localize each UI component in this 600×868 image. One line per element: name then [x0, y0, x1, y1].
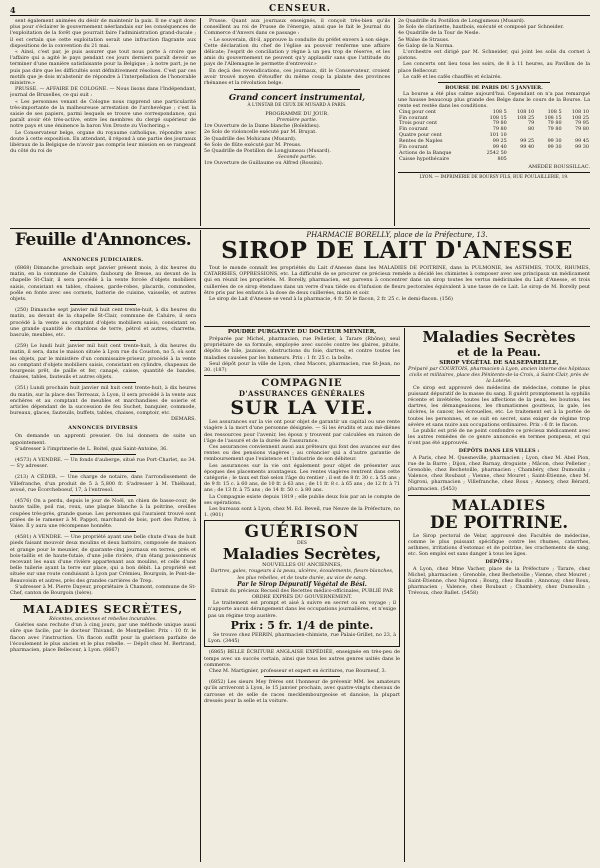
bourse-label: Fin courant	[399, 114, 428, 121]
section-rule	[398, 172, 590, 173]
bourse-label: Actions de la Banque	[399, 149, 452, 156]
column-divider	[394, 18, 395, 226]
item-rule	[70, 382, 136, 383]
maladies-small-sub: Récentes, anciennes et rebelles incurables.	[49, 616, 157, 623]
poitrine-text: Le Sirop pectoral de Velar, approuvé des Facultés de médecine, comme le plus puissant spécifique contre les rhumes, catarrhes, asthmes, irritations d'estomac et de poitrine, les crachements de sang, etc. Son emploi est sans danger à tous les âges.	[408, 532, 590, 558]
column-divider	[404, 328, 405, 862]
article-paragraph: En deçà des revendications, ces journaux, dit le Conservateur, croient avoir trouvé moyen d'étouffer du même coup la plainte des provinces rhénanes et la révolution belge.	[204, 67, 390, 87]
bourse-value: 80	[527, 126, 535, 133]
bourse-value	[535, 157, 562, 163]
bourse-label: Cinq pour cent	[399, 108, 437, 115]
annonce-item: (6868) Dimanche prochain sept janvier présent mois, à dix heures du matin, en la commune de Caluire, faubourg de Bresse, au devant de la chapelle St-Clair, il sera procédé à la vente forcée d'objets mobiliers saisis, consistant en tables, chaises, garde-robes, placards, commodes, poêle en fonte avec ses cornets, batterie de cuisine, vaisselle, et autres objets.	[10, 265, 196, 303]
concert-item: 1re Ouverture de la Dame blanche (Boïeldieu).	[204, 123, 321, 130]
top-column-3	[398, 18, 590, 226]
annonces-right-column	[408, 329, 590, 862]
article-paragraph: PRUSSE. — AFFAIRE DE COLOGNE. — Nous lisons dans l'Indépendant, journal de Bruxelles, ce qui suit :	[10, 86, 196, 99]
guerison-box	[204, 520, 400, 647]
article-paragraph: « Les personnes venant de Cologne nous rapprend une particularité très-importante de la malheureuse arrestation de l'archevêque ; c'est la saisie de ses papiers, parmi lesquels se trouve une correspondance, qui paraît avoir été très-active, entre les membres du clergé supérieur de notre pays et une éminence la baron Von Droste zu Vischering.»	[10, 98, 196, 130]
bourse-value: 79 80	[574, 126, 589, 133]
bourse-value: 79	[527, 120, 535, 127]
compagnie-text: Ces assurances conviennent aussi aux prêteurs qui font des avances sur des rentes ou des pensions viagères ; au créancier qui a d'autre garantie de remboursement que l'existence et l'industrie de son débiteur.	[204, 444, 400, 463]
bourse-intro: La bourse a été plus calme aujourd'hui. Cependant on n'a pas remarqué une hausse beaucoup plus grande des Belge dans le cours de la Bourse. La rente est restée dans les conditions.	[398, 91, 590, 110]
compagnie-text: Les assurances sur la vie ont pour objet de garantir un capital ou une rente viagère à la mort d'une personne désignée. — Si les érudits et aux mé-diénes des ressources pour l'avenir, les époux y trouvent par calculées en raison de l'âge de l'assuré et de la durée de l'assurance.	[204, 419, 400, 444]
right-maladies-text: Ce sirop est approuvé des médecins de médecine, comme le plus puissant dépuratif de la masse du sang. Il guérit promptement la syphilis récente et invétérée, toutes les affections de la peau, les boutons, les dartres, les démangeaisons, les rhumatismes goutteux, la gale, les ulcères, le cancer, les écrouelles, etc. Le traitement est à la portée de toutes les personnes, et se suit en secret, sans exiger de régime trop sévère et sans nuire aux occupations ordinaires. Prix : 6 fr. le flacon.	[408, 384, 590, 428]
item-rule	[70, 454, 136, 455]
bourse-title: BOURSE DE PARIS DU 5 JANVIER.	[445, 85, 543, 92]
concert-item: 4e Quadrille de la Tour de Nesle.	[398, 30, 481, 37]
bourse-value: 108 10	[571, 108, 589, 115]
poudre-text: Seul dépôt pour la ville de Lyon, chez Macors, pharmacien, rue St-Jean, no 30. (187)	[204, 360, 400, 374]
section-rule	[204, 326, 590, 327]
diverses-heading: ANNONCES DIVERSES	[68, 425, 138, 432]
annonce-item: (351) Lundi prochain huit janvier mil huit cent trente-huit, à dix heures du matin, sur la place des Terreaux, à Lyon, il sera procédé à la vente aux enchères et au comptant de meubles et marchandises de soierie et articles dépendant de la succession de feu Suchet, banquier, commode, bureaux, glaces, fauteuils, buffets, tables, chaises, comptoir, etc.	[10, 385, 196, 417]
bourse-signature: AMÉDÉE ROUSSILLAC.	[528, 163, 590, 170]
poitrine-depots-text: A Lyon, chez Mme Vacher, place de la Préfecture ; Tarare, chez Michel, pharmacien ; Grenoble, chez Bechetoille ; Vienne, chez Mouret ; Saint-Étienne, chez Nigroni ; Bourg, chez Baudin ; Annonay, chez Roux, pharmacien ; Valence, chez Roubaut ; Chambéry, chez Dumoulin ; Trévoux, chez Ballet. (5458)	[408, 565, 590, 597]
concert-subtitle: À L'INSTAR DE CEUX DE MUSARD À PARIS.	[247, 103, 347, 109]
compagnie-sub: D'ASSURANCES GÉNÉRALES	[238, 389, 366, 399]
bourse-value: 108 25	[571, 114, 589, 121]
bourse-value: 2542 50	[486, 149, 507, 156]
compagnie-text: Les bureaux sont à Lyon, chez M. Ed. Beveil, rue Neuve de la Préfecture, no 1. (901)	[204, 506, 400, 519]
annonces-middle-column	[204, 329, 400, 862]
masthead-rule	[10, 15, 590, 16]
concert-program-label: PROGRAMME DU JOUR.	[265, 111, 329, 118]
bourse-value: 108 15	[489, 114, 507, 121]
bourse-value: 108 5	[547, 108, 562, 115]
bourse-value: 99 45	[574, 138, 589, 145]
poitrine-depots-heading: DÉPÔTS :	[485, 558, 513, 565]
compagnie-text: Les assurances sur la vie ont également pour objet de présenter aux époques des placements avantageux. Les rentes viagères rentrent dans cette catégorie ; le taux est fixé selon l'âge du rentier ; il est de 8 fr. 30 c. à 55 ans ; de 9 fr. 15 c. à 60 ans, de 10 fr. à 63 ans ; de 11 fr. 8 c. à 65 ans ; de 12 fr. à 71 ans ; de 13 fr. à 75 ans ; de 14 fr. 50 c. à 80 ans.	[204, 462, 400, 494]
article-paragraph: sent également animées du désir de maintenir la paix. Il ne s'agit donc plus pour s'éclairer le gouvernement néerlandais sur les conséquences de l'exploitation de la forêt que pourrait faire l'administration grand-ducale ; il est certain que cette exploitation serait une infraction flagrante aux dispositions de la convention du 21 mai.	[10, 18, 196, 49]
annonce-item: (4581) A VENDRE. — Une propriété ayant une belle chute d'eau de huit pieds faisant mouvoir deux moulins et deux battoirs, composée de maison et grange pour le meunier, de quarante-cinq journaux en terres, prés et bois-taillis et de haute-futaie, d'une jolie rivière, d'un étang poissonneux recevant les eaux d'une rivière appartenant aux moulins, et celle d'une belle tuilerie ayant la terre sur place, qui a bon débit. La propriété est située sur une route conduisant à Lyon par Crémieu, Bourgoin, le Pont-de-Beauvoisin et autres, près des grandes carrières de Trep.	[10, 534, 196, 584]
item-rule	[70, 304, 136, 305]
right-depots-heading: DÉPÔTS DANS LES VILLES :	[458, 447, 540, 454]
masthead-bar	[10, 4, 590, 15]
article-paragraph: Prusse. Quant aux journaux enseignés, il conçoit très-bien qu'ils conseillent au roi de Prusse de l'énergie, ainsi que le fait le Journal du Commerce d'Anvers dans ce passage :	[204, 18, 390, 37]
annonce-item: (6852) Les sieurs Mey frères ont l'honneur de prévenir MM. les amateurs qu'ils arriveront à Lyon, le 15 janvier prochain, avec quatre-vingts chevaux de carrosse et de selle de races mecklembourgeoise et danoise, la plupart dressés pour la selle et la voiture.	[204, 679, 400, 704]
page-number: 4	[10, 5, 16, 15]
bourse-value	[563, 157, 590, 163]
bourse-value: 805	[497, 155, 507, 162]
concert-item: 2e Quadrille du Postillon de Longjumeau (Musard).	[398, 18, 526, 24]
article-paragraph: « Le souverain, dit-il, approuve la conduite du préfet envers à son siège. Cette déclaration du chef de l'église au pouvoir renferme une affaire délicate; l'esprit de conciliation y règne à un peu trop de réserve, et les amis du gouvernement ne peuvent qu'y applaudir sans que l'attitude du pays de l'Allemagne le permette d'entrevoir.»	[204, 36, 390, 68]
bourse-label: Quatre pour cent	[399, 132, 442, 139]
guerison-title: GUÉRISON	[244, 522, 360, 543]
concert-note: Les concerts ont lieu tous les soirs, de 8 à 11 heures, au Pavillon de la place Bellecour.	[398, 61, 590, 74]
compagnie-title: COMPAGNIE	[261, 378, 343, 390]
guerison-depot: Par le Sirop Dépuratif Végétal de Bési.	[237, 580, 367, 588]
concert-item: 5e Quadrille de Postillon de Longjumeau (Musard).	[204, 148, 331, 155]
column-divider	[200, 18, 201, 226]
sirop-title: SIROP DE LAIT D'ANESSE	[221, 237, 573, 264]
bourse-label: Rentes de Naples	[399, 138, 443, 145]
bourse-value: 79 80	[492, 120, 507, 127]
printer-line: LYON. — IMPRIMERIE DE BOURSY FILS, RUE POULAILLERIE, 19.	[419, 174, 569, 180]
annonce-item: (4576) On a perdu, depuis le jour de Noël, un chien de basse-cour, de haute taille, poil ras, roux, une plaque blanche à la poitrine, oreilles coupées très-près, grande queue. Les personnes qui l'auraient trouvé sont priées de le ramener à M. Pappot, marchand de bois, port des Pattes, à Vaise. Il y aura une récompense honnête.	[10, 498, 196, 529]
sirop-pharmacie: PHARMACIE BORELLY, place de la Préfecture, 13.	[306, 231, 488, 239]
top-column-2	[204, 18, 390, 226]
annonce-item: (213) A CÉDER. — Une charge de notaire, dans l'arrondissement de Villefranche, d'un produit de 5 à 5,800 fr. S'adresser à M. Thiébaud, avoué, rue Écorcheboeuf, 17, à l'entresol.	[10, 474, 196, 493]
bourse-value: 79 80	[492, 126, 507, 133]
guerison-text: Le traitement est prompt et aisé à suivre en secret ou en voyage ; il n'apporte aucun dérangement dans les occupations journalières, et n'exige pas un régime trop austère.	[208, 600, 396, 619]
guerison-des: DES	[297, 541, 307, 547]
concert-item: 2e Solo de violoncelle exécuté par M. Bruyat.	[204, 129, 317, 136]
annonce-item: (250) Dimanche sept janvier mil huit cent trente-huit, à dix heures du matin, au devant de la chapelle St-Clair, commune de Caluire, il sera procédé à la vente au comptant d'objets mobiliers saisis, consistant en une grande quantité de chardons de terre, pétrol et autres, charrette, bascule, meubles, etc.	[10, 307, 196, 339]
right-depots-text: A Paris, chez M. Quesneville, pharmacien ; Lyon, chez M. Abel Pion, rue de la Barre ; Dijon, chez Barnay, droguiste ; Mâcon, chez Pelletier ; Grenoble, chez Bechetoille, pharmacien ; Chambéry, chez Dumoulin ; Valence, chez Roubaut ; Vienne, chez Mouret ; Saint-Étienne, chez M. Nigroni, pharmacien ; Villefranche, chez Roux ; Annecy, chez Bérard, pharmacien. (5453)	[408, 454, 590, 492]
bourse-value: 108 15	[544, 114, 562, 121]
maladies-small-text: Guéries sans rechute d'un à cinq jours, par une méthode unique aussi sûre que facile, par le docteur Thivand, de Montpellier. Prix : 10 fr. le flacon avec l'instruction. Un flacon suffit pour la guérison parfaite de l'écoulement le plus ancien et le plus rebelle. — Dépôt chez M. Bertrand, pharmacien, place Bellecour, à Lyon. (6667)	[10, 622, 196, 653]
section-rule	[10, 228, 590, 229]
masthead-title: CENSEUR.	[268, 4, 332, 14]
right-maladies-title: Maladies Secrètes	[422, 329, 576, 346]
bourse-label: Fin courant	[399, 126, 428, 133]
section-rule	[438, 82, 550, 83]
judiciaires-heading: ANNONCES JUDICIAIRES.	[62, 257, 144, 263]
concert-item: 3e Solo de clarinette, hautbois, exécuté et composé par Schneider.	[398, 24, 564, 31]
concert-title: Grand concert instrumental,	[228, 93, 366, 104]
annonces-title: Feuille d'Annonces.	[14, 230, 192, 250]
right-maladies-text: Le public est prié de ne point confondre ce précieux médicament avec les autres remèdes de ce genre annoncés en termes pompeux, et qui n'ont pas été approuvés.	[408, 428, 590, 447]
poitrine-title: MALADIES	[451, 497, 547, 514]
item-rule	[10, 599, 196, 600]
sirop-price: Le sirop de Lait d'Anesse se vend à la pharmacie, 4 fr. 50 le flacon, 2 fr. 25 c. le demi-flacon. (156)	[209, 296, 453, 303]
guerison-italic: Dartres, gales, rougeurs à la peau, ulcères, écoulements, fleurs-blanches, les plus rebelles, et de toute durée, au vice de sang.	[210, 568, 394, 581]
item-rule	[264, 676, 340, 677]
right-maladies-sub-2: Préparé par COURTOIS, pharmacien à Lyon, ancien interne des hôpitaux civils et militaires, place des Pénitents-de-la-Croix, à Saint-Clair, près de la Loterie.	[408, 366, 590, 385]
bourse-value: 99 25	[492, 138, 507, 145]
bourse-value: 108 10	[517, 108, 535, 115]
bourse-value: 79 95	[574, 120, 589, 127]
annonce-item: (259) Le lundi huit janvier mil huit cent trente-huit, à dix heures du matin, il sera, dans le maison située à Lyon rue du Couston, no 5, où sont les objets, par le ministère d'un commissaire-priseur, procédé à la vente au comptant d'objets mobiliers saisis, consistant en cylindre, chapeaux de bourgeois prêt, de paille et fer, canapé, caisse, quantité de bandes, chaises, tables, fauteuils et autres objets.	[10, 343, 196, 381]
item-rule	[70, 471, 136, 472]
concert-part-2: Seconde partie.	[277, 154, 317, 161]
annonce-item: On demande un apprenti pressier. On lui donnera de suite un appointement.	[10, 433, 196, 446]
concert-item: 6e Galop de la Norma.	[398, 42, 454, 49]
item-rule	[70, 495, 136, 496]
bourse-value: 99 25	[520, 138, 535, 145]
annonce-item: S'adresser à l'imprimerie de L. Boitel, quai Saint-Antoine, 36.	[15, 445, 168, 452]
item-rule	[70, 531, 136, 532]
annonce-item: (6865) BELLE ÉCRITURE ANGLAISE EXPÉDIÉE, enseignée en très-peu de temps avec un succès certain, ainsi que tous les autres genres usités dans le commerce.	[204, 649, 400, 668]
article-paragraph: Le Conservateur belge, organe du royaume catholique, répondre avec doute à cette exposition. En attendant, il répond à une partie des journaux libéraux de la Belgique de n'avoir pas compris leur mission en se rangeant du côté du roi de	[10, 129, 196, 155]
bourse-value: 79 80	[547, 120, 562, 127]
poudre-text: Préparée par Michel, pharmacien, rue Pelletier, à Tarare (Rhône), seul propriétaire de sa formule, employée avec succès contre les glaires, pituite, dépôts de bile, jaunisse, obstructions du foie, dartres, et contre toutes les maladies causées par les humeurs. Prix : 1 fr. 25 c. la boîte.	[204, 336, 400, 361]
concert-note: Le café et les cafés chauffés et éclairés.	[403, 73, 502, 80]
bourse-label: Trois pour cent	[399, 120, 438, 127]
poitrine-big: DE POITRINE.	[429, 512, 569, 533]
section-rule	[234, 89, 360, 90]
bourse-value: 108 5	[492, 108, 507, 115]
maladies-small-title: MALADIES SECRÈTES,	[22, 603, 184, 617]
item-rule	[204, 375, 400, 376]
bourse-value	[508, 157, 535, 163]
bourse-label: Fin courant	[399, 144, 428, 151]
annonce-item: (4573) A VENDRE. — Un fonds d'auberge, situé rue Port-Charlet, no 34. — S'y adresser.	[10, 457, 196, 470]
poudre-title: POUDRE PURGATIVE DU DOCTEUR MEYNIER,	[227, 329, 377, 335]
sirop-text: Tout le monde connaît les propriétés du Lait d'Anesse dans les MALADIES DE POITRINE, dans la PULMONIE, les ASTHMES, TOUX, RHUMES, CATARRHES, OPPRESSIONS, etc. La difficulté de se procurer ce précieux remède a décidé les chimistes à composer avec ses principaux un médicament qui en réunit les propriétés. M. Borelly, pharmacien, est parvenu à concentrer dans un sirop toutes les vertus médicinales du Lait d'Anesse, et trois cuillerées de ce sirop étendues dans un verre d'eau tiède ou d'infusion de fleurs pectorales équivalent à une tasse de ce Lait. Le sirop de M. Borelly peut être pris par les enfants à la dose de deux cuillerées, matin et soir.	[204, 265, 590, 296]
guerison-price: Prix : 5 fr. 1/4 de pinte.	[230, 618, 374, 632]
guerison-where: Se trouve chez PERRIN, pharmacien-chimiste, rue Palais-Grillet, no 23, à Lyon. (3445)	[208, 631, 396, 645]
bourse-value: 99 40	[520, 144, 535, 151]
item-rule	[70, 340, 136, 341]
annonce-item: Chez M. Martignier, professeur et expert en écritures, rue Bourneuf, 3.	[209, 667, 387, 674]
sirop-body	[204, 265, 590, 325]
annonces-left-column	[10, 254, 196, 862]
bourse-value: 101 10	[489, 132, 507, 139]
right-maladies-title-2: et de la Peau.	[457, 346, 541, 359]
column-divider	[200, 230, 201, 862]
bourse-value: 108 25	[517, 114, 535, 121]
guerison-sub: NOUVELLES OU ANCIENNES,	[262, 562, 342, 569]
judiciaires-signature: DEMARS.	[171, 416, 196, 423]
item-rule	[408, 495, 590, 496]
guerison-big: Maladies Secrètes,	[222, 545, 382, 564]
concert-item: 1re Ouverture de Guillaume ou Alfred (Rossini).	[204, 160, 324, 167]
annonce-item: S'adresser à M. Pierre Dayeur, propriétaire à Chamont, commune de St-Chef, canton de Bourgoin (Isère).	[10, 583, 196, 596]
bourse-row	[398, 157, 590, 163]
bourse-table	[398, 110, 590, 163]
concert-item: 3e Quadrille des Mohicans (Musard).	[204, 135, 297, 142]
concert-note: L'orchestre est dirigé par M. Schneider, qui joint les solis du cornet à pistons.	[398, 49, 590, 62]
bourse-value: 79 80	[547, 126, 562, 133]
guerison-approuve: Extrait du précieux Recueil des Recettes médico-officinales, PUBLIÉ PAR ORDRE EXPRÈS DU GOUVERNEMENT.	[211, 587, 393, 601]
bourse-value: 99 30	[547, 144, 562, 151]
concert-item: 5e Walse de Strauss.	[398, 36, 450, 43]
right-maladies-sub: SIROP VÉGÉTAL DE SALSEPAREILLE,	[439, 360, 559, 366]
compagnie-big: SUR LA VIE.	[230, 397, 374, 420]
concert-part-1: Première partie.	[276, 117, 318, 124]
bourse-value: 99 30	[547, 138, 562, 145]
top-column-1	[10, 18, 196, 226]
concert-item: 4e Solo de flûte exécuté par M. Preuss.	[204, 141, 302, 148]
article-paragraph: « Ainsi, c'est par, je puis assurer que tout nous porte à croire que l'affaire qui a agité le pays pendant ces jours derniers paraît devoir se terminer d'une manière satisfaisante pour la Belgique ; à notre part, je ne puis pas dire que les difficultés sont définitivement résolues. C'est par ces motifs que je dois m'abstenir de répondre à l'interpellation de l'honorable ministre.»	[10, 49, 196, 87]
bourse-value: 99 30	[574, 144, 589, 151]
bourse-value: 99 40	[492, 144, 507, 151]
bourse-label: Caisse hypothécaire	[399, 155, 450, 162]
compagnie-text: La Compagnie existe depuis 1819 ; elle publie deux fois par an le compte de ses opérations.	[204, 493, 400, 506]
